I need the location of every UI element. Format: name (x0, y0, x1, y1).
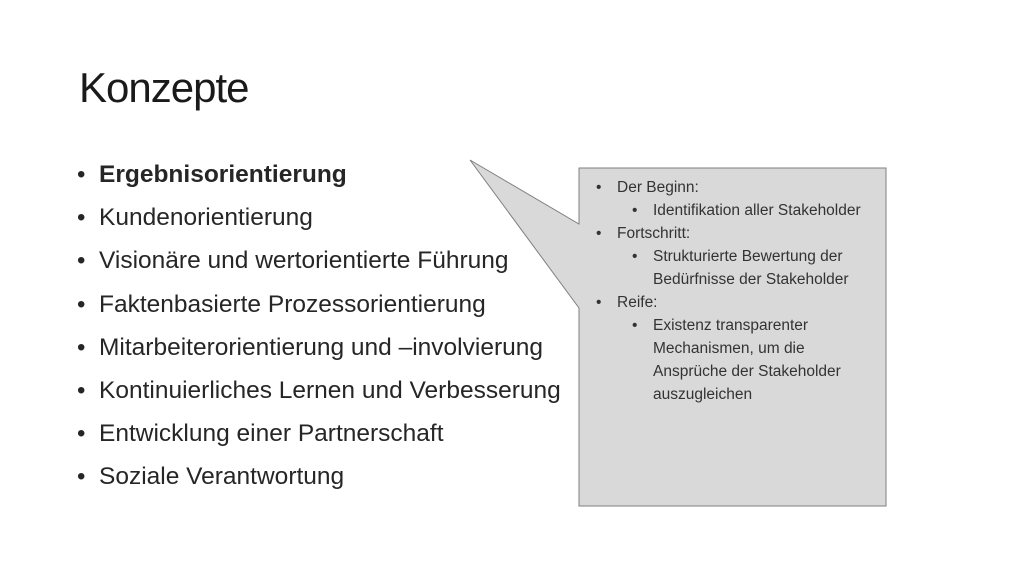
callout-subitem: • Identifikation aller Stakeholder (587, 199, 878, 222)
bullet-icon: • (596, 294, 602, 311)
callout-item: • Reife: (587, 291, 878, 314)
list-item: • Entwicklung einer Partnerschaft (77, 412, 561, 455)
bullet-icon: • (77, 247, 86, 275)
bullet-icon: • (77, 204, 86, 232)
bullet-icon: • (77, 290, 86, 318)
list-item: • Visionäre und wertorientierte Führung (77, 239, 561, 282)
bullet-icon: • (77, 333, 86, 361)
list-item: • Soziale Verantwortung (77, 455, 561, 498)
callout-subitem: • Strukturierte Bewertung der Bedürfnisse der Stakeholder (587, 245, 878, 291)
list-item: • Kontinuierliches Lernen und Verbesserung (77, 369, 561, 412)
callout-list (587, 176, 878, 406)
list-item: • Ergebnisorientierung (77, 153, 561, 196)
callout-item: • Der Beginn: (587, 176, 878, 199)
list-item: • Faktenbasierte Prozessorientierung (77, 283, 561, 326)
callout-item: • Fortschritt: (587, 222, 878, 245)
bullet-icon: • (77, 161, 86, 188)
bullet-icon: • (596, 225, 602, 242)
bullet-icon: • (77, 377, 86, 405)
bullet-icon: • (632, 202, 638, 219)
bullet-icon: • (632, 248, 638, 265)
callout-subitem: • Existenz transparenter Mechanismen, um die Ansprüche der Stakeholder auszugleichen (587, 314, 878, 406)
list-item: • Kundenorientierung (77, 196, 561, 239)
list-item: • Mitarbeiterorientierung und –involvierung (77, 326, 561, 369)
bullet-icon: • (77, 420, 86, 448)
slide-title: Konzepte (79, 64, 249, 111)
bullet-icon: • (77, 463, 86, 491)
bullet-icon: • (596, 179, 602, 196)
callout-box (579, 168, 886, 506)
bullet-icon: • (632, 317, 638, 334)
